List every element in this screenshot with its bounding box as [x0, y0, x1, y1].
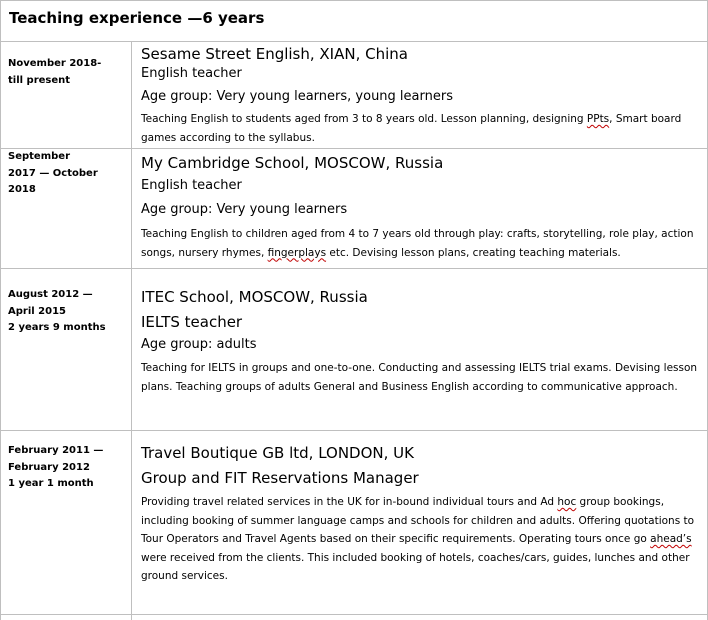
entry-dates — [8, 287, 126, 337]
spellcheck-word: ahead’s — [650, 533, 692, 545]
job-description: Providing travel related services in the UK for in-bound individual tours and Ad hoc group bookings, including booking of summer language camps and schools for children and adults. Offering quotations to Tour Operators and Travel Agents based on their specific requirements. Operating tours once go ahead’s were received from the clients. This included booking of hotels, coaches/cars, guides, lunches and other ground services. — [141, 496, 695, 582]
job-description: Teaching English to students aged from 3 to 8 years old. Lesson planning, designing PPts, Smart board games according to the syllabus. — [141, 113, 682, 144]
company-name: Sesame Street English, XIAN, China — [141, 45, 408, 63]
entry-dates — [8, 149, 126, 199]
date-line: 2 years 9 months — [8, 322, 106, 333]
date-line: 2018 — [8, 184, 36, 195]
spellcheck-word: fingerplays — [267, 246, 327, 259]
date-line: April 2015 — [8, 305, 66, 317]
spellcheck-word: hoc — [557, 496, 577, 508]
company-name: Travel Boutique GB ltd, LONDON, UK — [141, 444, 414, 462]
age-group: Age group: Very young learners — [141, 202, 348, 217]
row-divider — [0, 614, 708, 615]
spellcheck-word: PPts — [586, 113, 610, 125]
entry-content — [141, 287, 701, 396]
entry-dates — [8, 443, 126, 493]
column-divider — [131, 41, 132, 620]
company-name: ITEC School, MOSCOW, Russia — [141, 288, 368, 306]
date-line: February 2011 — — [8, 445, 104, 456]
row-divider — [0, 430, 708, 431]
job-description: Teaching English to children aged from 4 to 7 years old through play: crafts, storytelling, role play, action songs, nursery rhymes, fingerplays etc. Devising lesson plans, creating teaching materials. — [141, 228, 694, 259]
table-border-left — [0, 0, 1, 620]
table-border-top — [0, 0, 708, 1]
date-line: 1 year 1 month — [8, 478, 94, 489]
date-line: August 2012 — — [8, 289, 93, 300]
job-role: English teacher — [141, 178, 242, 193]
job-role: IELTS teacher — [141, 313, 243, 331]
age-group: Age group: adults — [141, 337, 257, 352]
date-line: September — [8, 151, 70, 162]
company-name: My Cambridge School, MOSCOW, Russia — [141, 154, 444, 172]
age-group: Age group: Very young learners, young learners — [141, 89, 453, 104]
title-row-divider — [0, 41, 708, 42]
entry-dates — [8, 56, 126, 89]
job-role: Group and FIT Reservations Manager — [141, 469, 419, 487]
entry-content — [141, 443, 701, 586]
job-description: Teaching for IELTS in groups and one-to-one. Conducting and assessing IELTS trial exams. Devising lesson plans. Teaching groups of adults General and Business English according to communicative approach. — [141, 362, 698, 393]
entry-content — [141, 44, 701, 147]
entry-content — [141, 153, 701, 262]
date-line: till present — [8, 74, 71, 86]
job-role: English teacher — [141, 66, 242, 81]
date-line: February 2012 — [8, 461, 90, 473]
date-line: November 2018- — [8, 58, 102, 69]
row-divider — [0, 268, 708, 269]
date-line: 2017 — October — [8, 167, 98, 179]
section-title: Teaching experience —6 years — [9, 9, 265, 27]
